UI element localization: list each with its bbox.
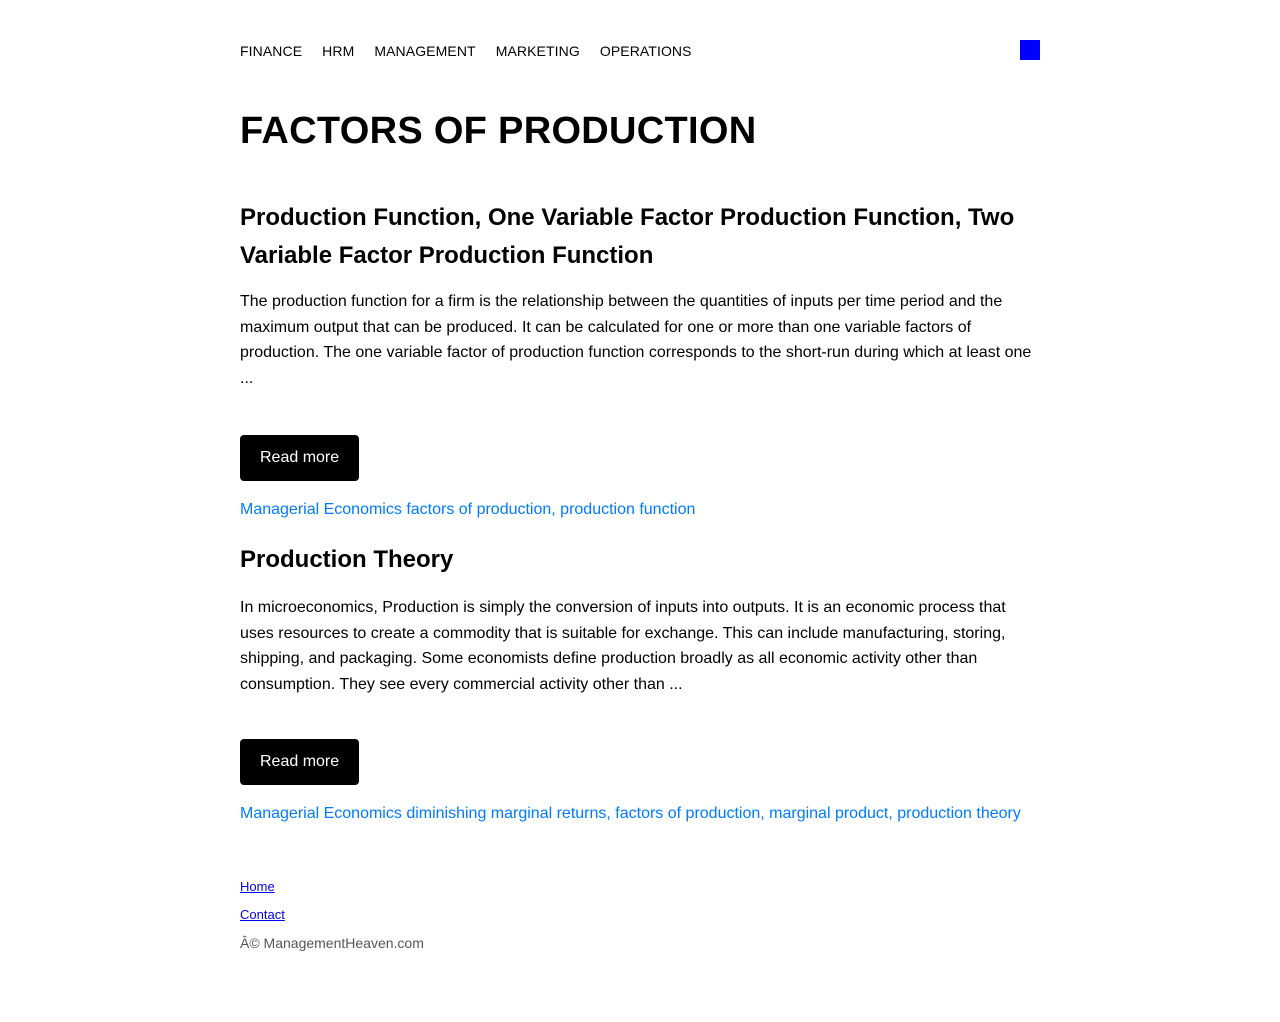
nav-item-management[interactable]: MANAGEMENT: [374, 43, 476, 59]
post-excerpt: The production function for a firm is the relationship between the quantities of inputs per time period and the maximum output that can be produced. It can be calculated for one or more than one variable factors of production. The one variable factor of production function corresponds to the short-run during which at least one ...: [240, 293, 1032, 388]
menu-toggle-icon[interactable]: [1020, 40, 1040, 60]
nav-item-operations[interactable]: OPERATIONS: [599, 43, 692, 59]
page-title: FACTORS OF PRODUCTION: [240, 110, 757, 152]
copyright: Â© ManagementHeaven.com: [240, 935, 424, 951]
page-container: [240, 0, 1040, 951]
footer: [240, 877, 424, 953]
nav-item-hrm[interactable]: HRM: [322, 43, 355, 59]
read-more-button[interactable]: Read more: [240, 435, 359, 481]
main-nav: [240, 40, 1040, 62]
post-meta: [240, 500, 695, 520]
footer-link-contact[interactable]: Contact: [240, 907, 285, 922]
post-2: [240, 541, 1040, 698]
post-title[interactable]: Production Function, One Variable Factor Production Function, Two Variable Factor Production Function: [240, 204, 1015, 269]
post-title[interactable]: Production Theory: [240, 546, 454, 573]
nav-item-marketing[interactable]: MARKETING: [495, 43, 580, 59]
post-excerpt: In microeconomics, Production is simply the conversion of inputs into outputs. It is an economic process that uses resources to create a commodity that is suitable for exchange. This can include manufacturing, storing, shipping, and packaging. Some economists define production broadly as all economic activity other than consumption. They see every commercial activity other than ...: [240, 599, 1006, 694]
read-more-button[interactable]: Read more: [240, 739, 359, 785]
category-link[interactable]: Managerial Economics: [240, 501, 402, 518]
footer-link-home[interactable]: Home: [240, 879, 275, 894]
category-link[interactable]: Managerial Economics: [240, 805, 402, 822]
tag-links[interactable]: diminishing marginal returns, factors of production, marginal product, production theory: [406, 805, 1021, 822]
post-1: [240, 199, 1040, 392]
nav-item-finance[interactable]: FINANCE: [240, 43, 303, 59]
tag-links[interactable]: factors of production, production function: [406, 501, 696, 518]
post-meta: [240, 804, 1021, 824]
